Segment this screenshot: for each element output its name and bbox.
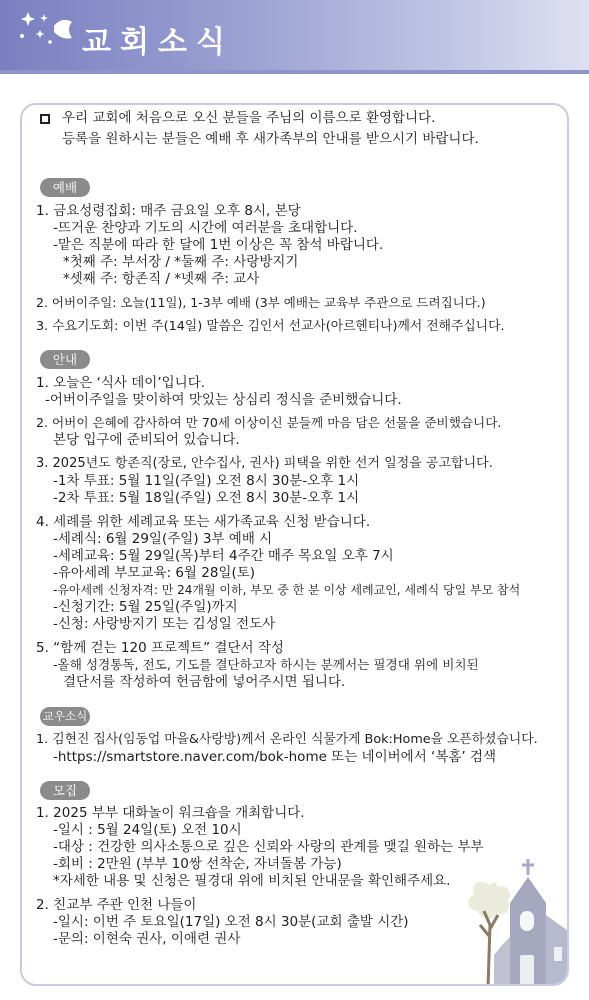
recruit-line: -대상 : 건강한 의사소통으로 깊은 신뢰와 사랑의 관계를 맺길 원하는 부부 bbox=[53, 839, 484, 855]
recruit-line: 1. 2025 부부 대화놀이 워크숍을 개최합니다. bbox=[36, 805, 305, 821]
worship-line: *셋째 주: 항존직 / *넷째 주: 교사 bbox=[63, 271, 260, 287]
header-banner bbox=[0, 0, 589, 70]
section-label-members: 교우소식 bbox=[40, 707, 90, 726]
intro-line-1: 우리 교회에 처음으로 오신 분들을 주님의 이름으로 환영합니다. bbox=[62, 110, 436, 126]
intro-line-2: 등록을 원하시는 분들은 예배 후 새가족부의 안내를 받으시기 바랍니다. bbox=[62, 131, 479, 147]
square-bullet-icon bbox=[40, 114, 50, 124]
notice-line: -유아세례 신청자격: 만 24개월 이하, 부모 중 한 분 이상 세례교인, 세례식 당일 부모 참석 bbox=[53, 583, 521, 597]
sparkle-decoration-icon bbox=[14, 6, 84, 56]
notice-line: 3. 2025년도 항존직(장로, 안수집사, 권사) 피택을 위한 선거 일정을 공고합니다. bbox=[36, 456, 493, 471]
members-line: -https://smartstore.naver.com/bok-home 또는 네이버에서 ‘복홈’ 검색 bbox=[53, 749, 497, 765]
notice-line: 2. 어버이 은혜에 감사하여 만 70세 이상이신 분들께 마음 담은 선물을 준비했습니다. bbox=[36, 415, 502, 430]
notice-line: -세례식: 6월 29일(주일) 3부 예배 시 bbox=[53, 531, 273, 547]
page-title: 교회소식 bbox=[82, 25, 234, 60]
notice-line: 결단서를 작성하여 헌금함에 넣어주시면 됩니다. bbox=[63, 674, 346, 690]
recruit-line: -일시: 이번 주 토요일(17일) 오전 8시 30분(교회 출발 시간) bbox=[53, 914, 409, 930]
notice-line: -신청: 사랑방지기 또는 김성일 전도사 bbox=[53, 616, 276, 632]
section-label-notice: 안내 bbox=[40, 350, 90, 369]
notice-line: 1. 오늘은 ‘식사 데이’입니다. bbox=[36, 375, 206, 391]
recruit-line: -회비 : 2만원 (부부 10쌍 선착순, 자녀돌봄 가능) bbox=[53, 856, 342, 872]
recruit-line: -일시 : 5월 24일(토) 오전 10시 bbox=[53, 822, 242, 838]
section-label-recruit: 모집 bbox=[40, 781, 90, 800]
worship-line: -맡은 직분에 따라 한 달에 1번 이상은 꼭 참석 바랍니다. bbox=[53, 237, 384, 253]
header-divider bbox=[0, 70, 589, 74]
worship-line: 2. 어버이주일: 오늘(11일), 1-3부 예배 (3부 예배는 교육부 주관으로 드려집니다.) bbox=[36, 295, 486, 310]
recruit-line: -문의: 이현숙 권사, 이애련 권사 bbox=[53, 931, 241, 947]
notice-line: -올해 성경통독, 전도, 기도를 결단하고자 하시는 분께서는 필경대 위에 비치된 bbox=[53, 657, 479, 672]
notice-line: -세례교육: 5월 29일(목)부터 4주간 매주 목요일 오후 7시 bbox=[53, 548, 394, 564]
notice-line: -어버이주일을 맞이하여 맛있는 상심리 정식을 준비했습니다. bbox=[45, 392, 402, 408]
notice-line: 4. 세례를 위한 세례교육 또는 새가족교육 신청 받습니다. bbox=[36, 514, 371, 530]
notice-line: -신청기간: 5월 25일(주일)까지 bbox=[53, 599, 238, 615]
recruit-line: 2. 친교부 주관 인천 나들이 bbox=[36, 897, 197, 913]
worship-line: 1. 금요성령집회: 매주 금요일 오후 8시, 본당 bbox=[36, 203, 301, 219]
news-content-box bbox=[20, 103, 569, 986]
notice-line: -2차 투표: 5월 18일(주일) 오전 8시 30분-오후 1시 bbox=[53, 490, 360, 506]
worship-line: *첫째 주: 부서장 / *둘째 주: 사랑방지기 bbox=[63, 254, 299, 270]
recruit-line: *자세한 내용 및 신청은 필경대 위에 비치된 안내문을 확인해주세요. bbox=[53, 873, 451, 889]
notice-line: 5. “함께 걷는 120 프로젝트” 결단서 작성 bbox=[36, 640, 284, 656]
members-line: 1. 김현진 집사(임동업 마을&사랑방)께서 온라인 식물가게 Bok:Home을 오픈하셨습니다. bbox=[36, 732, 538, 747]
worship-line: -뜨거운 찬양과 기도의 시간에 여러분을 초대합니다. bbox=[53, 220, 358, 236]
church-illustration-icon bbox=[450, 855, 569, 986]
notice-line: -유아세례 부모교육: 6월 28일(토) bbox=[53, 565, 256, 581]
notice-line: 본당 입구에 준비되어 있습니다. bbox=[53, 432, 240, 448]
section-label-worship: 예배 bbox=[40, 178, 90, 197]
notice-line: -1차 투표: 5월 11일(주일) 오전 8시 30분-오후 1시 bbox=[53, 473, 360, 489]
worship-line: 3. 수요기도회: 이번 주(14일) 말씀은 김인서 선교사(아르헨티나)께서 전해주십니다. bbox=[36, 319, 505, 334]
